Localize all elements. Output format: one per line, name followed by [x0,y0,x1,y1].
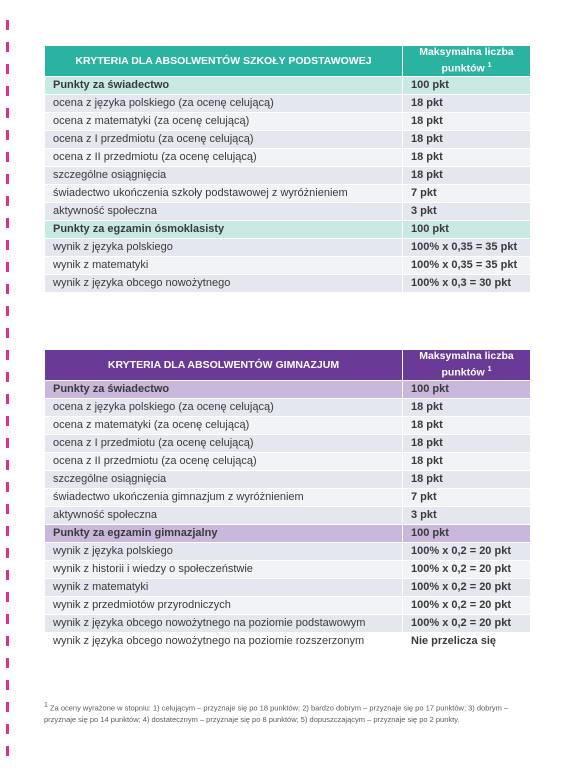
criterion-label: ocena z matematyki (za ocenę celującą) [45,113,403,131]
max-points-value: 18 pkt [403,167,531,185]
criterion-label: wynik z języka polskiego [45,543,403,561]
section-row [45,77,531,95]
table-row [45,579,531,597]
section-row [45,525,531,543]
criterion-label: ocena z języka polskiego (za ocenę celującą) [45,95,403,113]
max-points-value: 7 pkt [403,489,531,507]
table-row [45,597,531,615]
max-points-value: 100 pkt [403,525,531,543]
criterion-label: wynik z języka polskiego [45,239,403,257]
table-header-row [45,350,531,381]
max-points-value: 18 pkt [403,417,531,435]
criterion-label: aktywność społeczna [45,507,403,525]
criterion-label: wynik z języka obcego nowożytnego [45,275,403,293]
table-row [45,489,531,507]
max-points-value: 18 pkt [403,471,531,489]
criterion-label: Punkty za świadectwo [45,381,403,399]
max-points-value: Nie przelicza się [403,633,531,651]
criterion-label: ocena z II przedmiotu (za ocenę celującą) [45,453,403,471]
table-row [45,561,531,579]
edge-dash-decoration [6,20,9,760]
table-header-criteria: KRYTERIA DLA ABSOLWENTÓW GIMNAZJUM [45,350,403,381]
table-row [45,417,531,435]
table-header-row [45,46,531,77]
criterion-label: Punkty za egzamin ósmoklasisty [45,221,403,239]
table-row [45,203,531,221]
criterion-label: wynik z języka obcego nowożytnego na poziomie podstawowym [45,615,403,633]
footnote-marker: 1 [44,702,48,709]
footnote-marker: 1 [487,366,492,374]
table-row [45,471,531,489]
max-points-value: 100% x 0,3 = 30 pkt [403,275,531,293]
max-points-value: 7 pkt [403,185,531,203]
criterion-label: wynik z przedmiotów przyrodniczych [45,597,403,615]
table-header-criteria: KRYTERIA DLA ABSOLWENTÓW SZKOŁY PODSTAWOWEJ [45,46,403,77]
table-row [45,507,531,525]
table-body [45,381,531,651]
table-row [45,113,531,131]
criterion-label: Punkty za egzamin gimnazjalny [45,525,403,543]
max-points-value: 18 pkt [403,95,531,113]
header-max-points-label: Maksymalna liczba punktów [419,350,514,379]
table-row [45,435,531,453]
table-row [45,239,531,257]
footnote-text: Za oceny wyrażone w stopniu: 1) celującym – przyznaje się po 18 punktów; 2) bardzo dobrym – przyznaje się po 17 punktów; 3) dobrym – przyznaje się po 14 punktów; 4) dostatecznym – przyznaje się po 8 punktów; 5) dopuszczającym – przyznaje się po 2 punkty. [44,703,509,724]
table-body [45,77,531,293]
table-row [45,149,531,167]
table-row [45,453,531,471]
table-row [45,399,531,417]
max-points-value: 100% x 0,2 = 20 pkt [403,615,531,633]
max-points-value: 100% x 0,2 = 20 pkt [403,579,531,597]
max-points-value: 100% x 0,2 = 20 pkt [403,597,531,615]
table-row [45,257,531,275]
section-row [45,381,531,399]
max-points-value: 18 pkt [403,149,531,167]
criterion-label: wynik z historii i wiedzy o społeczeństwie [45,561,403,579]
max-points-value: 18 pkt [403,399,531,417]
max-points-value: 18 pkt [403,435,531,453]
criterion-label: świadectwo ukończenia szkoły podstawowej z wyróżnieniem [45,185,403,203]
criterion-label: ocena z matematyki (za ocenę celującą) [45,417,403,435]
criteria-table-primary-school [44,45,531,293]
table-row [45,95,531,113]
criterion-label: Punkty za świadectwo [45,77,403,95]
criterion-label: wynik z języka obcego nowożytnego na poziomie rozszerzonym [45,633,403,651]
max-points-value: 18 pkt [403,453,531,471]
table-row [45,185,531,203]
criteria-table-gymnasium [44,349,531,651]
table-row [45,275,531,293]
table-row [45,633,531,651]
criterion-label: ocena z I przedmiotu (za ocenę celującą) [45,435,403,453]
table-header-max-points [403,46,531,77]
max-points-value: 3 pkt [403,507,531,525]
table-row [45,615,531,633]
table-row [45,167,531,185]
footnote [44,700,530,725]
table-row [45,131,531,149]
max-points-value: 100% x 0,2 = 20 pkt [403,561,531,579]
criterion-label: wynik z matematyki [45,579,403,597]
header-max-points-label: Maksymalna liczba punktów [419,46,514,75]
max-points-value: 18 pkt [403,113,531,131]
table-header-max-points [403,350,531,381]
max-points-value: 100% x 0,35 = 35 pkt [403,257,531,275]
max-points-value: 100% x 0,2 = 20 pkt [403,543,531,561]
criterion-label: ocena z II przedmiotu (za ocenę celującą) [45,149,403,167]
criterion-label: szczególne osiągnięcia [45,167,403,185]
max-points-value: 100% x 0,35 = 35 pkt [403,239,531,257]
max-points-value: 100 pkt [403,221,531,239]
max-points-value: 3 pkt [403,203,531,221]
criterion-label: ocena z języka polskiego (za ocenę celującą) [45,399,403,417]
criterion-label: aktywność społeczna [45,203,403,221]
footnote-marker: 1 [487,62,492,70]
max-points-value: 18 pkt [403,131,531,149]
criterion-label: ocena z I przedmiotu (za ocenę celującą) [45,131,403,149]
table-row [45,543,531,561]
criterion-label: świadectwo ukończenia gimnazjum z wyróżnieniem [45,489,403,507]
criterion-label: wynik z matematyki [45,257,403,275]
section-row [45,221,531,239]
max-points-value: 100 pkt [403,77,531,95]
max-points-value: 100 pkt [403,381,531,399]
criterion-label: szczególne osiągnięcia [45,471,403,489]
